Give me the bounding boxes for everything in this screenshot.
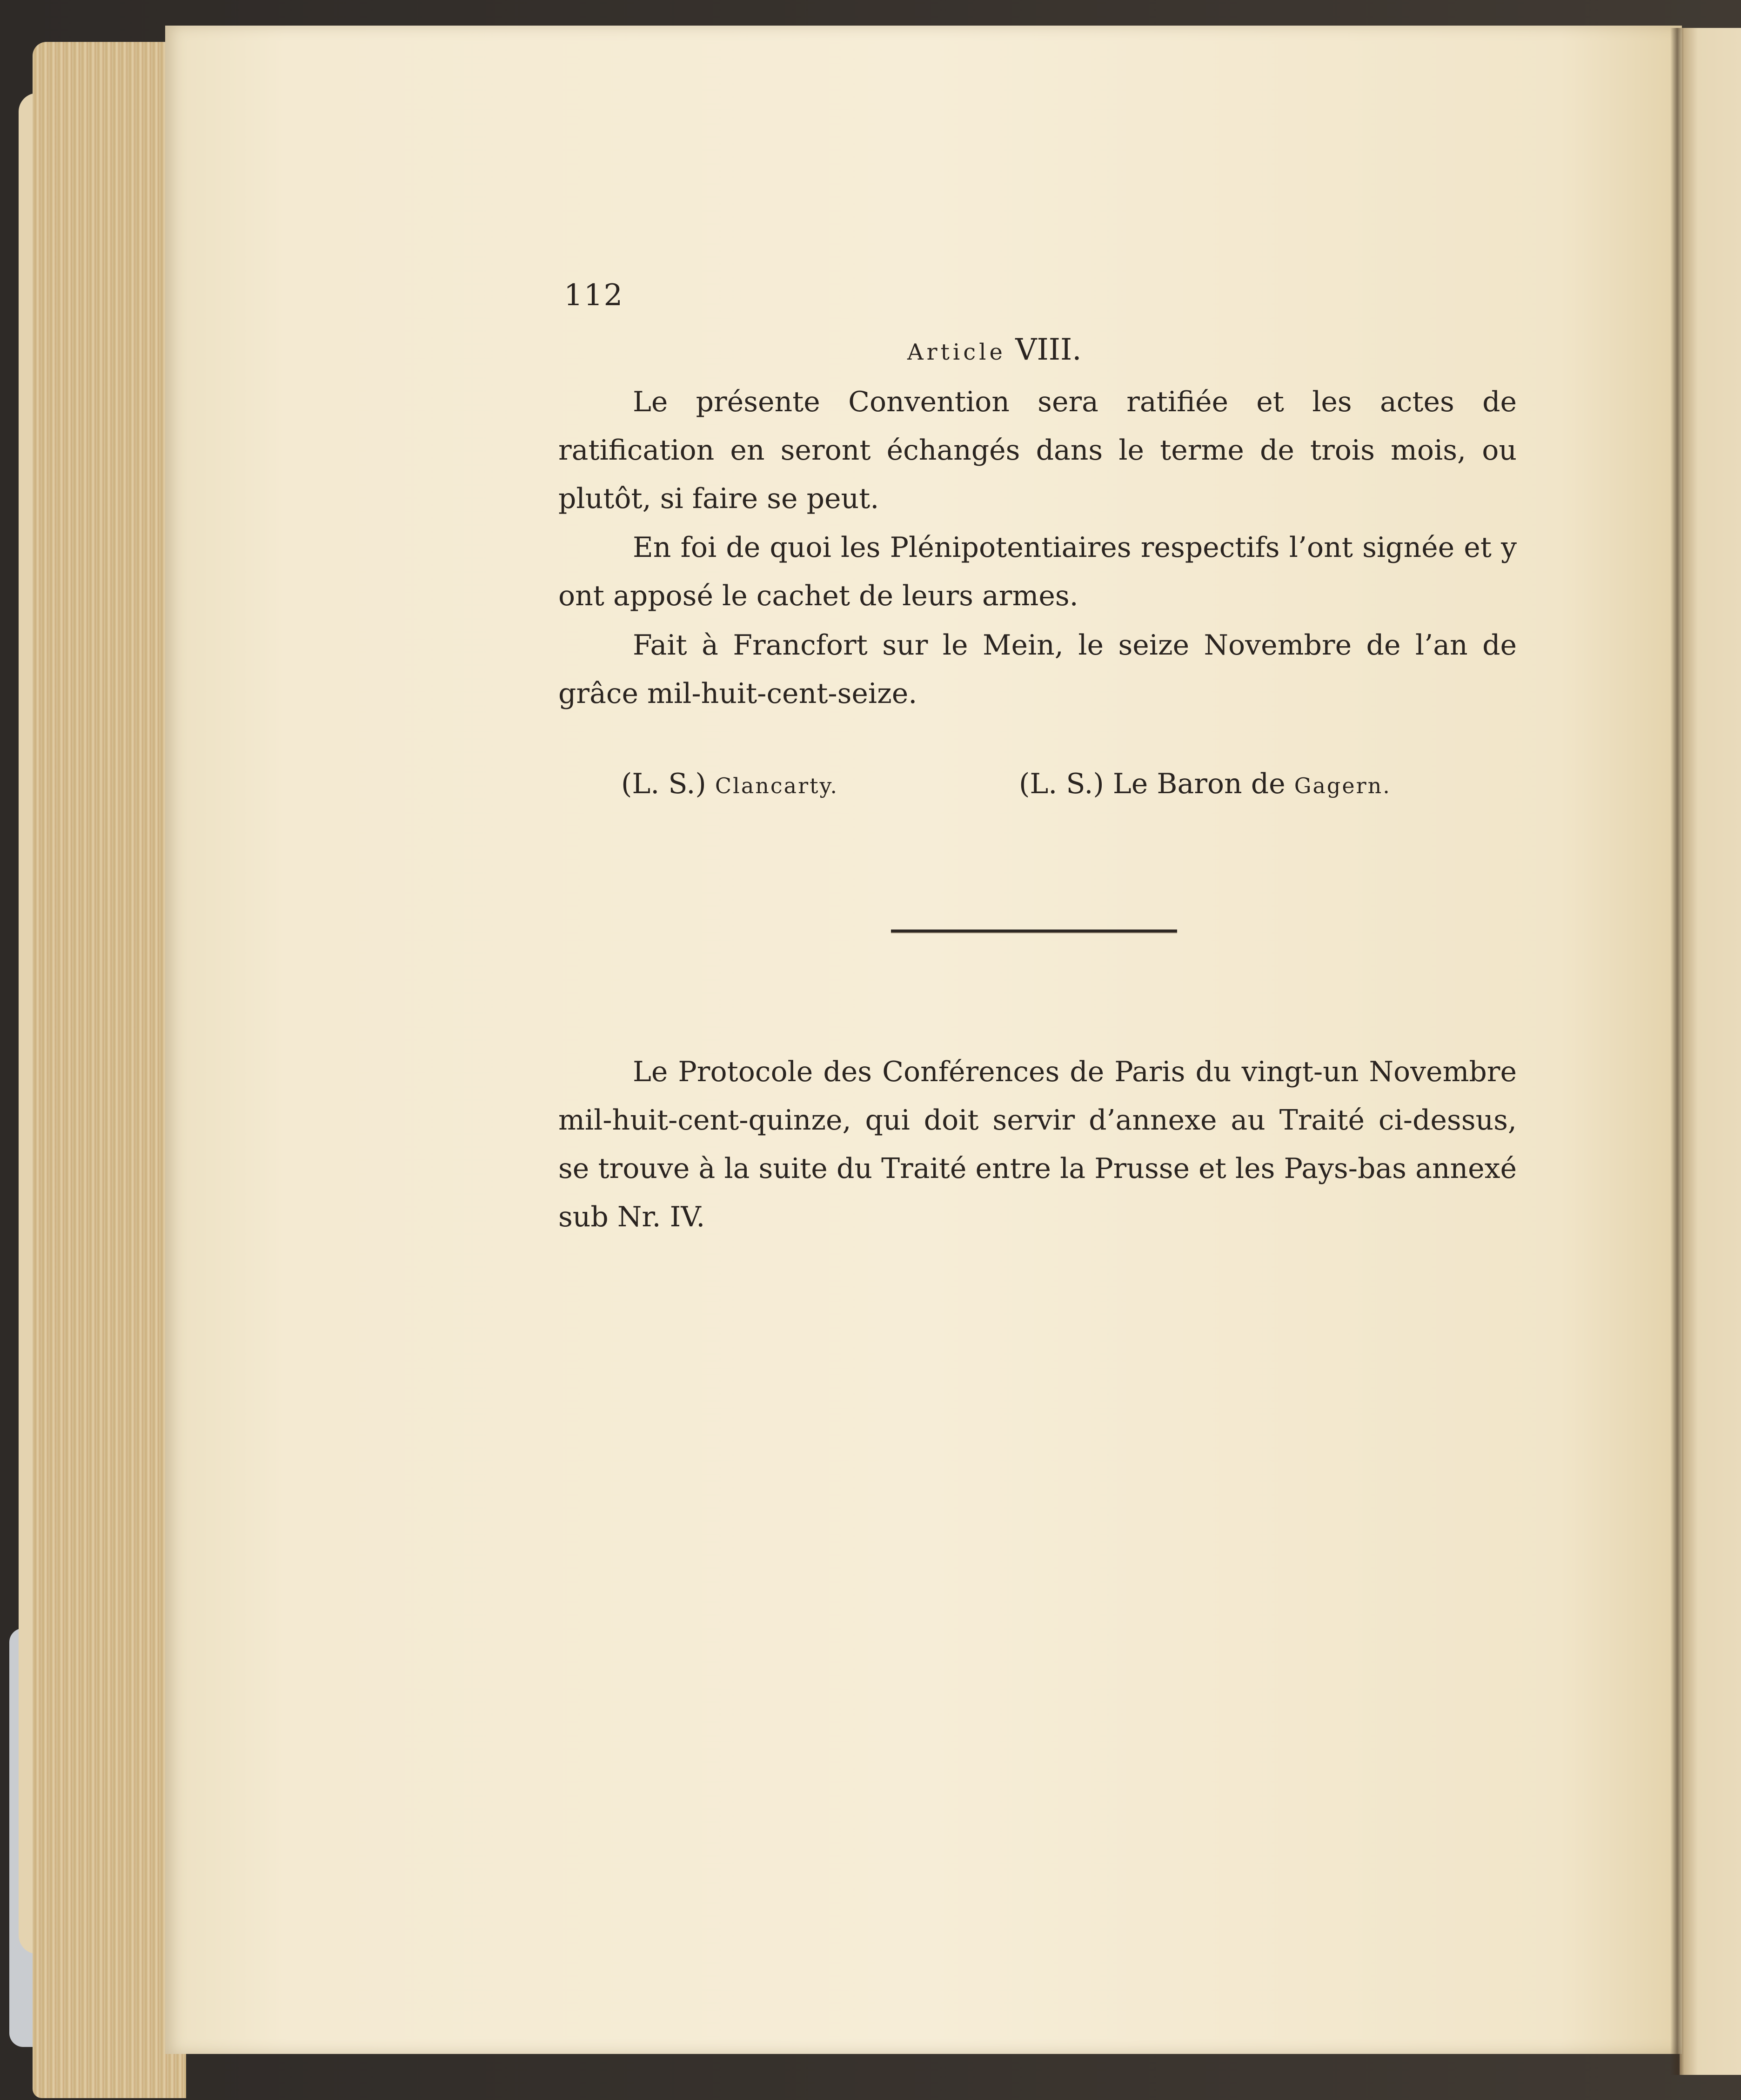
page-number: 112	[564, 278, 624, 313]
article-heading-numeral: VIII.	[1015, 333, 1082, 367]
seal-mark: (L. S.)	[1019, 768, 1104, 800]
section-divider	[891, 930, 1177, 933]
article-heading	[907, 333, 1082, 367]
signature-clancarty	[621, 768, 838, 800]
facing-page	[1680, 28, 1741, 2075]
paragraph-protocol: Le Protocole des Conférences de Paris du vingt-un Novembre mil-huit-cent-quinze, qui doit servir d’annexe au Traité ci-dessus, se trouve à la suite du Traité entre la Prusse et les Pays-bas annexé sub Nr. IV.	[558, 1056, 1517, 1233]
signatory-title: Le Baron de	[1112, 768, 1286, 800]
seal-mark: (L. S.)	[621, 768, 706, 800]
signatory-name: Clancarty.	[715, 773, 839, 798]
signature-gagern	[1019, 768, 1391, 800]
article-heading-prefix: Article	[907, 339, 1006, 365]
paragraph-ratification: Le présente Convention sera ratifiée et les actes de ratification en seront échangés dans le terme de trois mois, ou plutôt, si faire se peut.	[558, 386, 1517, 515]
signatory-name: Gagern.	[1294, 773, 1391, 798]
book-gutter	[1670, 28, 1684, 2075]
page-stack-edges	[33, 42, 186, 2098]
paragraph-signature-witness: En foi de quoi les Plénipotentiaires respectifs l’ont signée et y ont apposé le cachet de leurs armes.	[558, 531, 1517, 612]
paragraph-place-date: Fait à Francfort sur le Mein, le seize Novembre de l’an de grâce mil-huit-cent-seize.	[558, 629, 1517, 710]
